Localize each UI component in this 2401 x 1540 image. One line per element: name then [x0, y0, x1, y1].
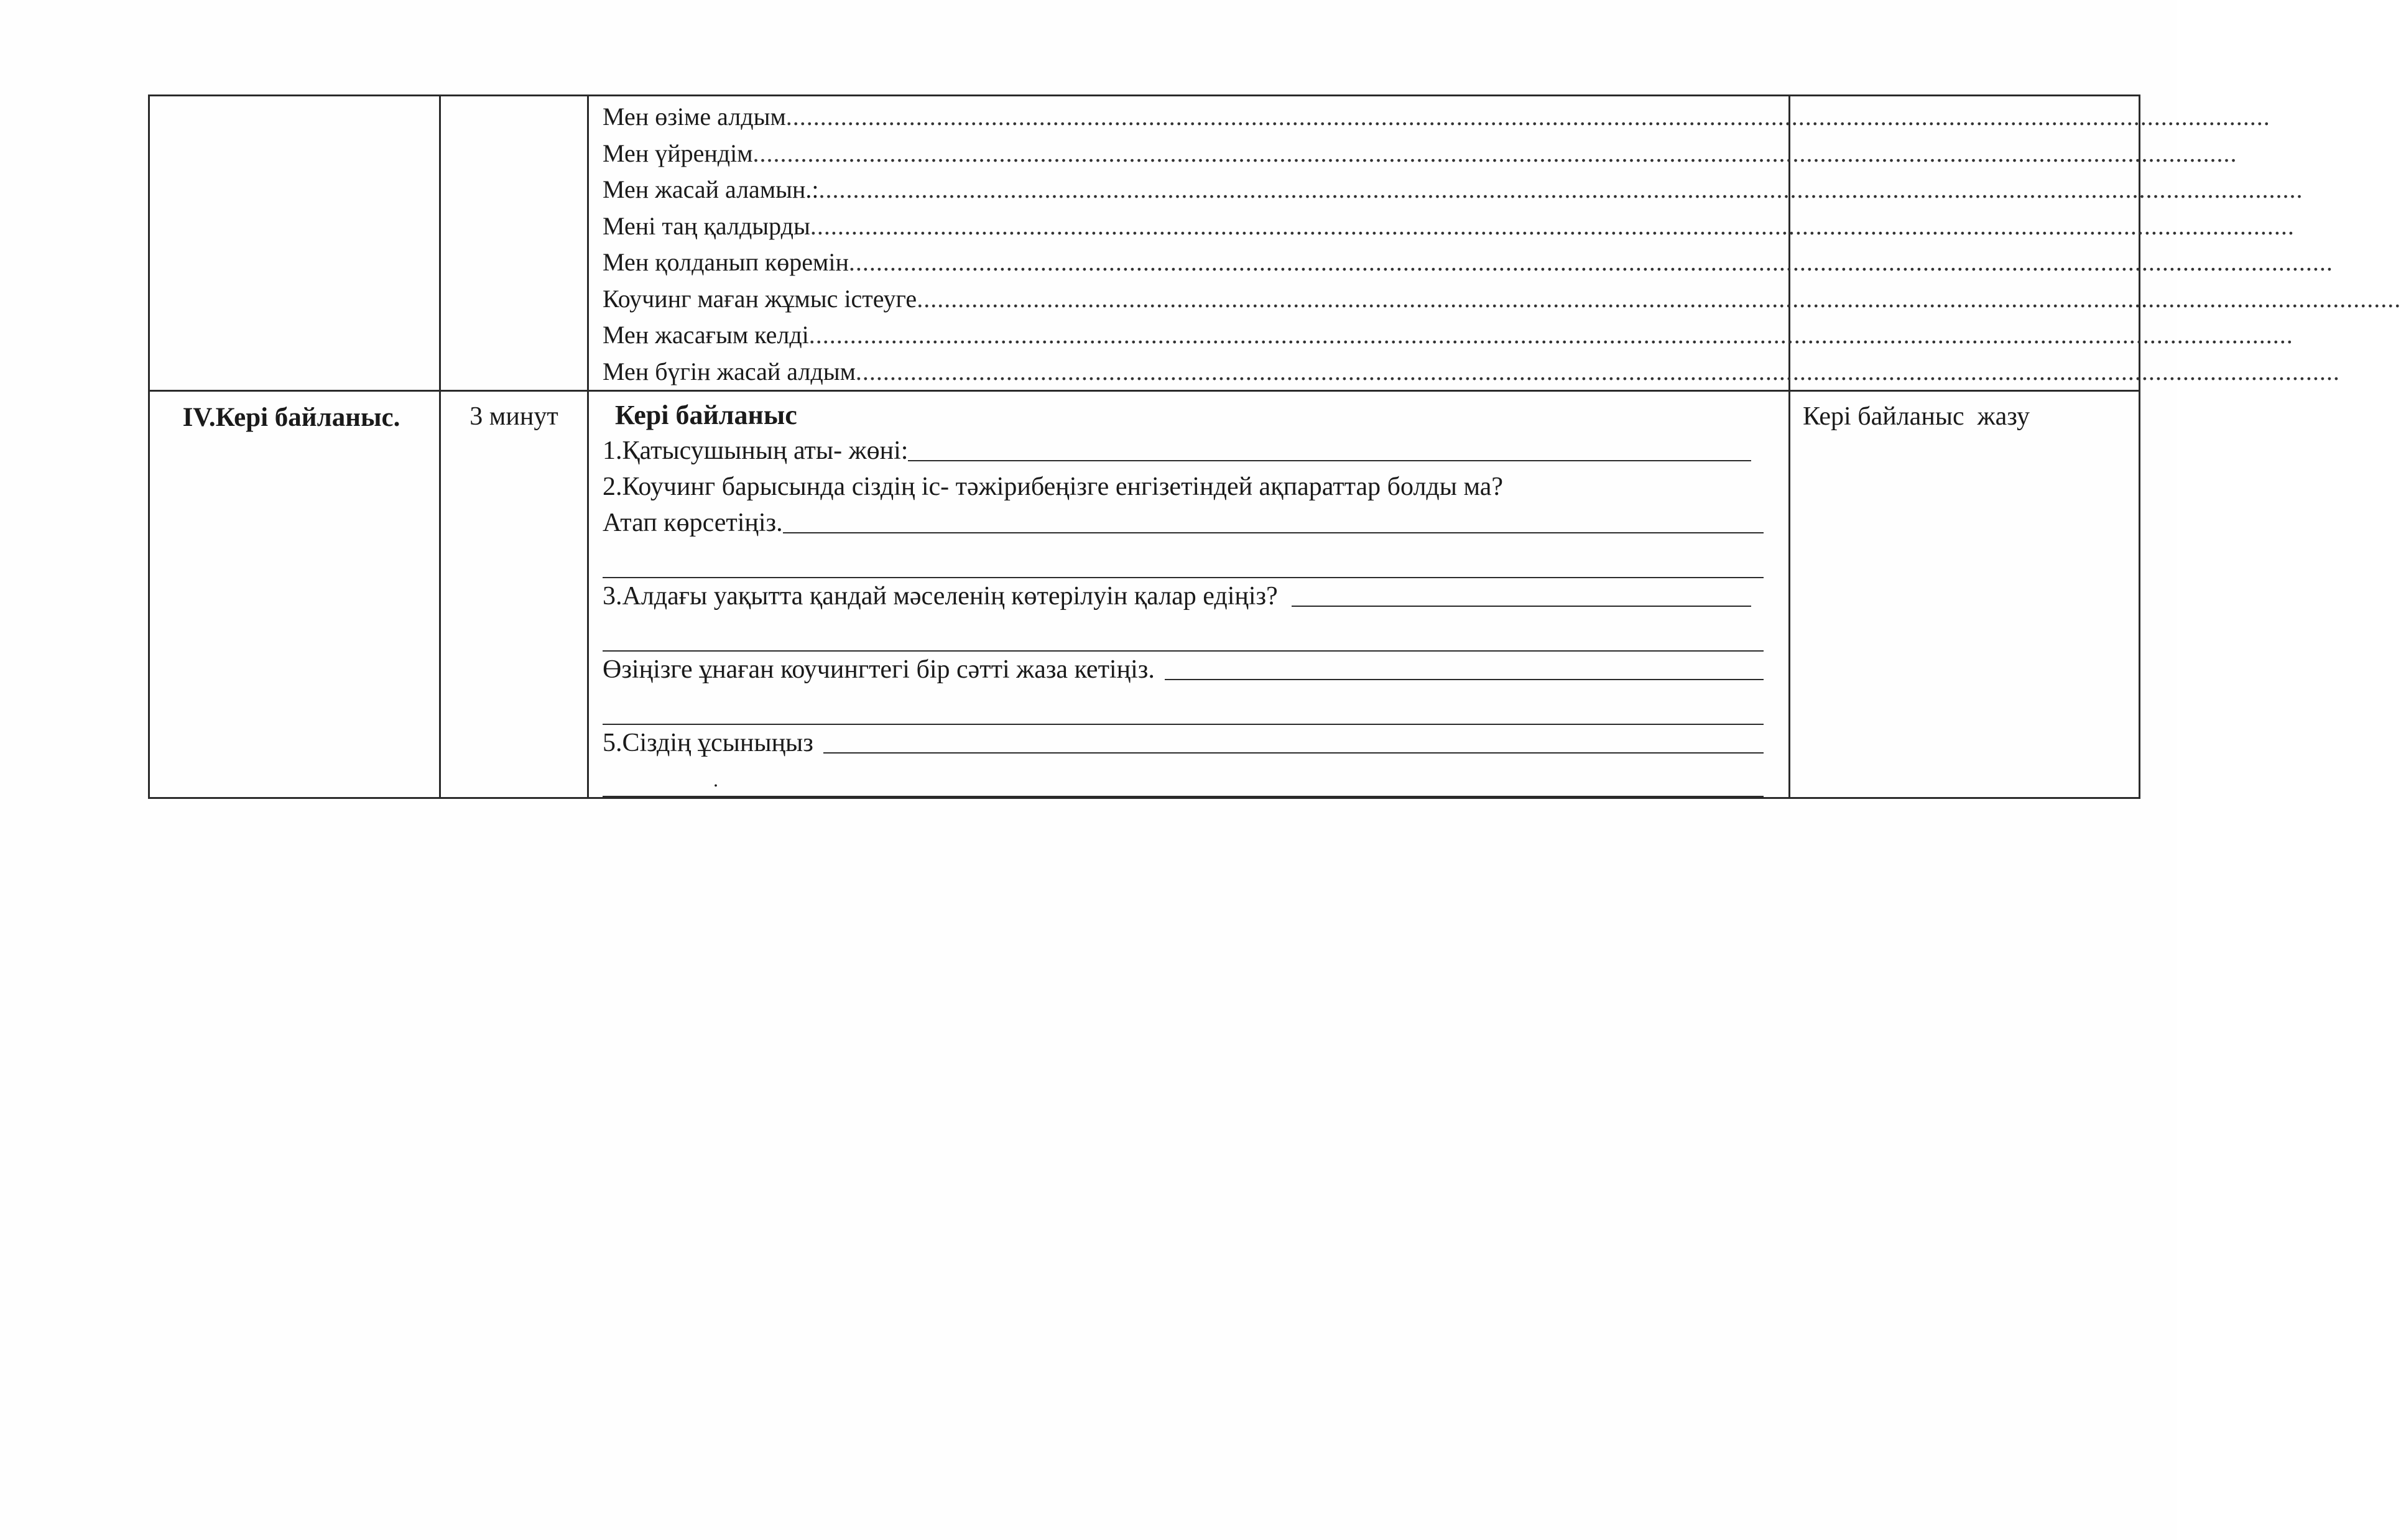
answer-blank-line	[823, 746, 1764, 754]
feedback-form-cell	[588, 391, 1790, 798]
stage-resource: Кері байланыс жазу	[1803, 402, 2030, 431]
participant-name-line	[603, 433, 1764, 469]
question-4: Өзіңізге ұнаған коучингтегі бір сәтті жаза кетіңіз.	[603, 655, 1155, 684]
question-2-followup: Атап көрсетіңіз.	[603, 509, 783, 537]
reflection-line-text: Мен өзіме алдым	[603, 103, 786, 131]
feedback-form	[589, 392, 1788, 797]
dot-leader: .........................................................................................................................................................................................................................	[855, 357, 2340, 385]
answer-blank-line	[1165, 673, 1764, 680]
stage-title: IV.Кері байланыс.	[182, 403, 400, 432]
dot-leader: .........................................................................................................................................................................................................................	[808, 321, 2293, 349]
question-2: 2.Коучинг барысында сіздің іс- тәжірибеңізге енгізетіндей ақпараттар болды ма?	[603, 473, 1504, 501]
stray-mark: .	[713, 768, 718, 791]
question-4-line	[603, 652, 1764, 688]
question-5-line	[603, 725, 1764, 761]
reflection-line-text: Мен үйрендім	[603, 139, 753, 167]
question-3-line	[603, 578, 1764, 614]
question-2-followup-line	[603, 505, 1764, 541]
reflection-line	[603, 172, 2303, 208]
reflection-line	[603, 244, 2333, 281]
dot-leader: .........................................................................................................................................................................................................................	[785, 103, 2270, 131]
dot-leader: .........................................................................................................................................................................................................................	[818, 175, 2303, 203]
answer-blank-line	[1292, 599, 1751, 607]
answer-blank-line	[603, 688, 1764, 725]
reflection-line-text: Мен бүгін жасай алдым	[603, 357, 856, 385]
reflection-line	[603, 317, 2293, 354]
reflection-line-text: Мен қолданып көремін	[603, 248, 849, 276]
dot-leader: .........................................................................................................................................................................................................................	[810, 211, 2295, 240]
question-3: 3.Алдағы уақытта қандай мәселенің көтерілуін қалар едіңіз?	[603, 582, 1278, 611]
duration-cell	[440, 391, 588, 798]
reflection-sentence-starters	[589, 96, 2401, 390]
reflection-line-text: Коучинг маған жұмыс істеуге	[603, 284, 917, 313]
reflection-line	[603, 99, 2270, 136]
dot-leader: .........................................................................................................................................................................................................................	[848, 248, 2333, 276]
stage-cell-empty	[149, 96, 440, 391]
reflection-line	[603, 354, 2340, 390]
reflection-line	[603, 136, 2237, 172]
question-1: 1.Қатысушының аты- жөні:	[603, 436, 909, 465]
lesson-plan-table	[148, 95, 2401, 799]
reflection-line-text: Мен жасай аламын.:	[603, 175, 819, 203]
dot-leader: .........................................................................................................................................................................................................................	[917, 284, 2401, 313]
reflection-row	[149, 96, 2140, 391]
feedback-row	[149, 391, 2140, 798]
answer-blank-line	[908, 454, 1751, 461]
duration-cell-empty	[440, 96, 588, 391]
answer-blank-line	[783, 526, 1764, 533]
reflection-line	[603, 281, 2401, 318]
reflection-cell	[588, 96, 2401, 391]
answer-blank-line	[603, 614, 1764, 652]
stage-duration: 3 минут	[470, 402, 558, 431]
resource-cell	[1790, 391, 2140, 798]
stage-cell	[149, 391, 440, 798]
answer-blank-line	[603, 541, 1764, 578]
reflection-line-text: Мен жасағым келді	[603, 321, 809, 349]
reflection-line-text: Мені таң қалдырды	[603, 211, 810, 240]
answer-blank-line	[603, 761, 1764, 797]
dot-leader: .........................................................................................................................................................................................................................	[752, 139, 2237, 167]
question-5: 5.Сіздің ұсыныңыз	[603, 729, 813, 757]
reflection-line	[603, 208, 2295, 245]
feedback-heading: Кері байланыс	[615, 400, 797, 430]
